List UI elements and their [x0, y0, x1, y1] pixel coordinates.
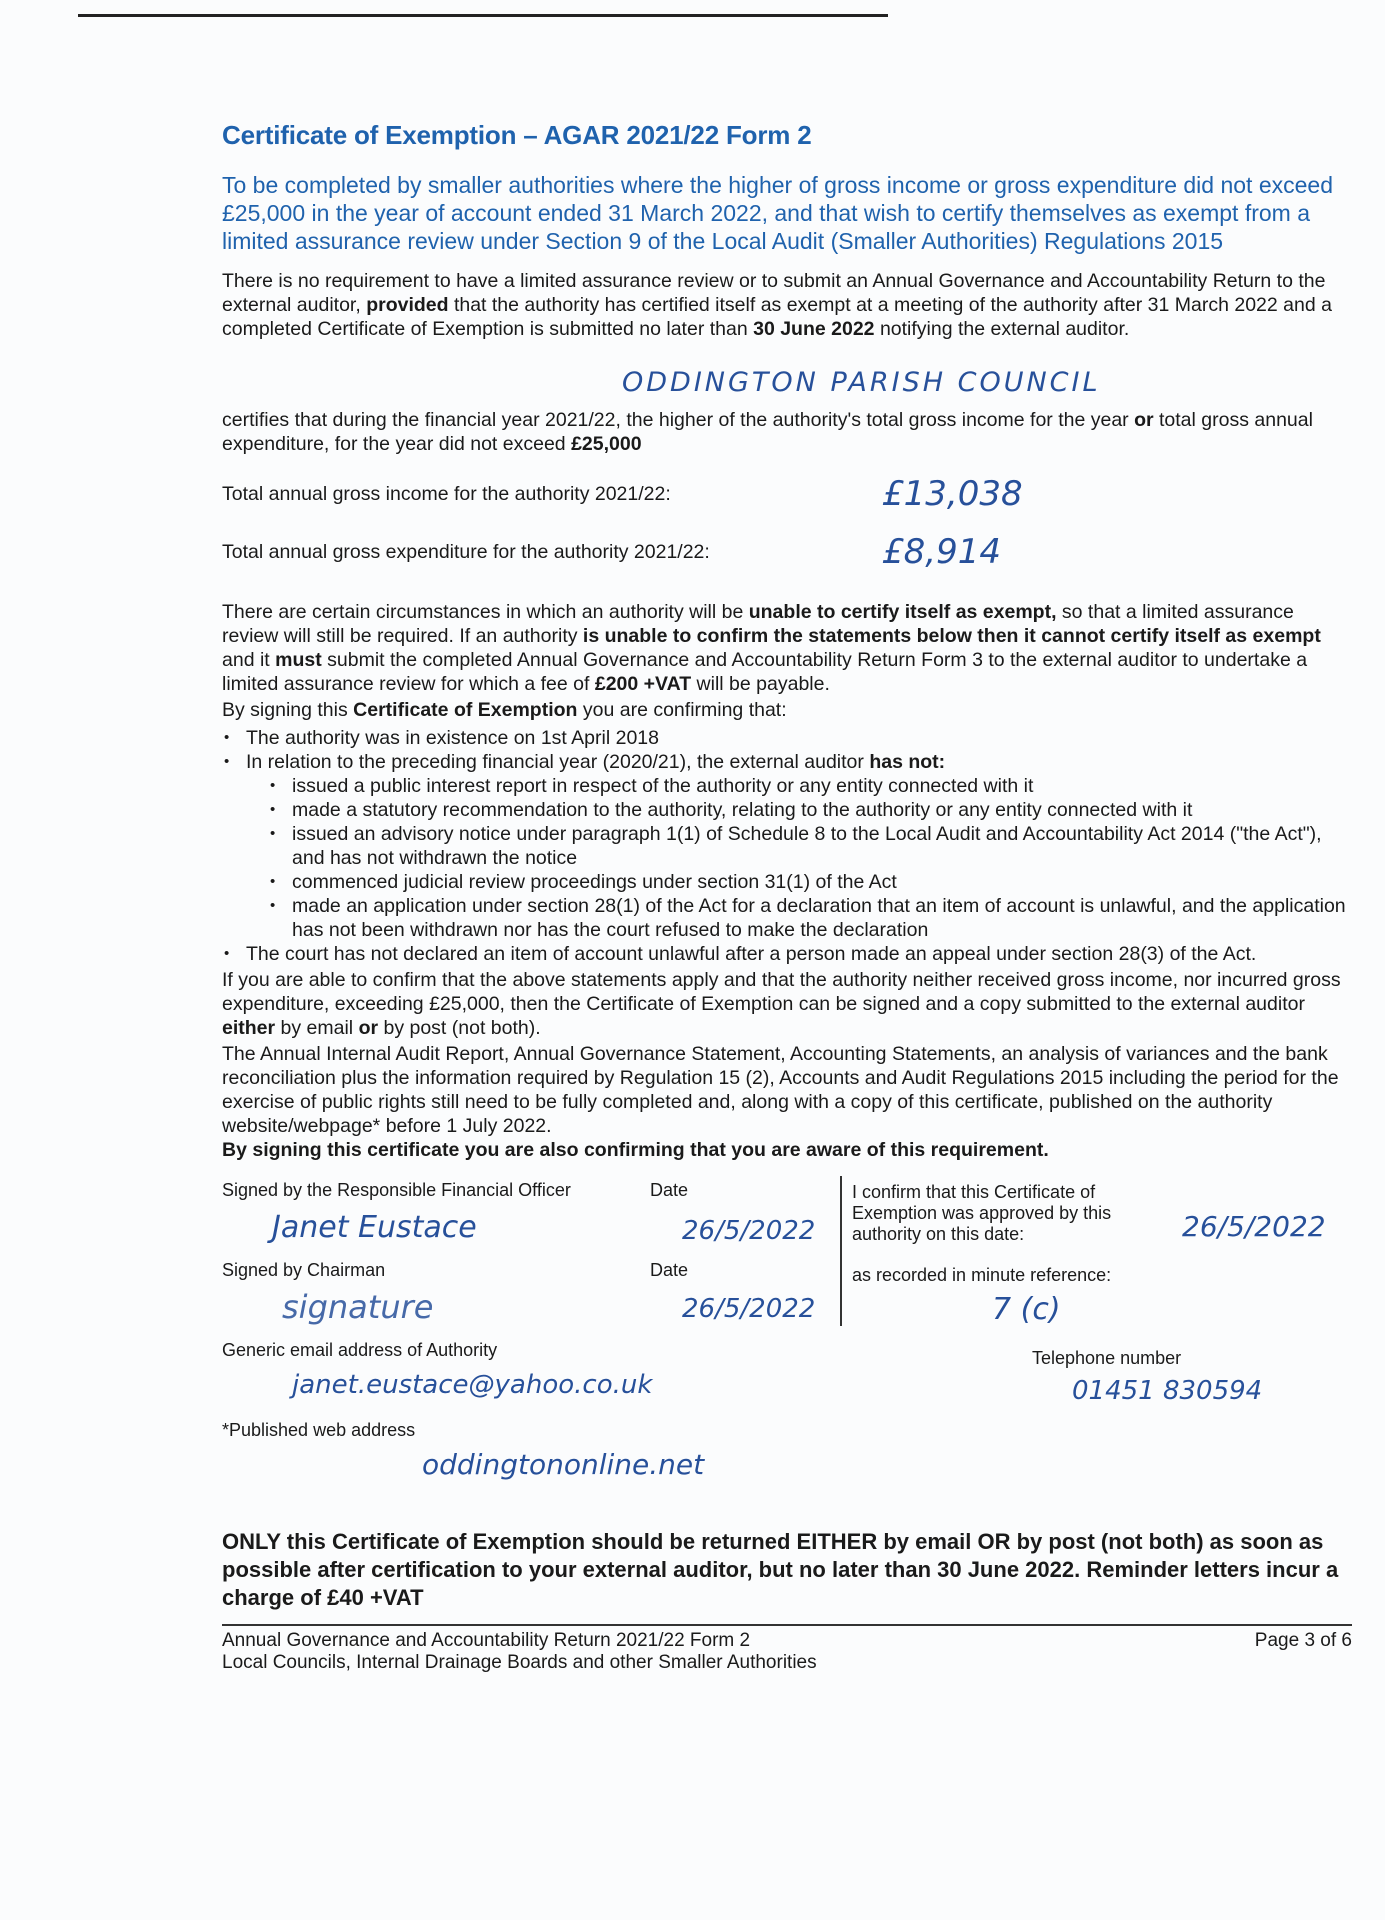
top-rule [78, 14, 888, 17]
rfo-label: Signed by the Responsible Financial Officer [222, 1180, 571, 1200]
confirming-paragraph [222, 698, 1352, 722]
able-text: by email [275, 1017, 359, 1039]
intro-bold: provided [366, 294, 449, 316]
confirming-text: you are confirming that: [577, 699, 787, 721]
approved-label: I confirm that this Certificate of Exemption was approved by this authority on this date: [852, 1182, 1112, 1244]
circ-bold: is unable to confirm the statements below then it cannot certify itself as exempt [582, 625, 1321, 647]
email-label: Generic email address of Authority [222, 1340, 498, 1360]
certifies-bold: or [1134, 409, 1154, 431]
certifies-paragraph [222, 408, 1352, 456]
able-bold: either [222, 1017, 276, 1039]
divider [840, 1176, 842, 1326]
intro-text: that the authority has certified itself as exempt at a meeting of the authority after 31 March 2022 and a completed Certificate of Exemption is submitted no later than [222, 294, 1332, 340]
circumstances-paragraph [222, 600, 1352, 696]
web-label: *Published web address [222, 1420, 416, 1440]
rfo-date-field[interactable]: 26/5/2022 [682, 1216, 816, 1246]
footer-line-1: Annual Governance and Accountability Return 2021/22 Form 2 [222, 1630, 751, 1651]
chairman-date-label: Date [650, 1260, 689, 1280]
condition-bold: has not: [869, 751, 946, 773]
web-field[interactable]: oddingtononline.net [422, 1448, 705, 1481]
fee-amount: £200 +VAT [594, 673, 692, 695]
rfo-date-label: Date [650, 1180, 689, 1200]
lead-paragraph: To be completed by smaller authorities where the higher of gross income or gross expenditure did not exceed £25,000 in the year of account ended 31 March 2022, and that wish to certify themselves as exempt from a limited assurance review under Section 9 of the Local Audit (Smaller Authorities) Regulations 2015 [222, 172, 1333, 254]
able-bold: or [358, 1017, 379, 1039]
circ-text: and it [222, 649, 276, 671]
certifies-text: certifies that during the financial year 2021/22, the higher of the authority's total gross income for the year [222, 409, 1135, 431]
condition-item [222, 750, 1352, 942]
email-field[interactable]: janet.eustace@yahoo.co.uk [292, 1370, 653, 1400]
sub-condition-item: • made an application under section 28(1) of the Act for a declaration that an item of account is unlawful, and the application has not been withdrawn nor has the court refused to make the declaration [268, 894, 1352, 942]
signature-block [222, 1170, 1352, 1510]
return-notice: ONLY this Certificate of Exemption should be returned EITHER by email OR by post (not both) as soon as possible after certification to your external auditor, but no later than 30 June 2022. Reminder letters incur a charge of £40 +VAT [222, 1529, 1339, 1610]
chairman-signature-field[interactable]: signature [282, 1288, 434, 1326]
intro-text: notifying the external auditor. [874, 318, 1130, 340]
sub-condition-item: • commenced judicial review proceedings under section 31(1) of the Act [268, 870, 1352, 894]
certifies-text: total gross annual expenditure, for the year did not exceed [222, 409, 1313, 455]
phone-field[interactable]: 01451 830594 [1072, 1376, 1263, 1406]
expenditure-label: Total annual gross expenditure for the authority 2021/22: [222, 540, 710, 563]
authority-name-field[interactable]: ODDINGTON PARISH COUNCIL [622, 367, 1101, 398]
sub-condition-item: • issued an advisory notice under paragraph 1(1) of Schedule 8 to the Local Audit and Accountability Act 2014 ("the Act"), and has not withdrawn the notice [268, 822, 1352, 870]
able-text: by post (not both). [378, 1017, 541, 1039]
expenditure-value-field[interactable]: £8,914 [882, 532, 1001, 572]
page-title: Certificate of Exemption – AGAR 2021/22 Form 2 [222, 120, 812, 150]
circ-bold: unable to certify itself as exempt, [748, 601, 1057, 623]
intro-paragraph [222, 269, 1352, 341]
income-row [222, 474, 1352, 514]
circ-bold: must [275, 649, 322, 671]
confirming-bold: Certificate of Exemption [353, 699, 578, 721]
minute-label: as recorded in minute reference: [852, 1265, 1112, 1285]
footer-left [222, 1630, 817, 1674]
sub-condition-item: • issued a public interest report in respect of the authority or any entity connected with it [268, 774, 1352, 798]
condition-item: • The authority was in existence on 1st April 2018 [222, 726, 1352, 750]
income-label: Total annual gross income for the authority 2021/22: [222, 482, 671, 505]
awareness-statement: By signing this certificate you are also confirming that you are aware of this requirement. [222, 1139, 1049, 1161]
conditions-list [222, 726, 1352, 966]
sub-condition-item: • made a statutory recommendation to the authority, relating to the authority or any entity connected with it [268, 798, 1352, 822]
page-number: Page 3 of 6 [1254, 1630, 1352, 1651]
circ-text: submit the completed Annual Governance and Accountability Return Form 3 to the external auditor to undertake a limited assurance review for which a fee of [222, 649, 1308, 695]
certificate-page [222, 120, 1352, 1674]
chairman-date-field[interactable]: 26/5/2022 [682, 1294, 816, 1324]
approved-date-field[interactable]: 26/5/2022 [1182, 1210, 1326, 1243]
threshold-amount: £25,000 [571, 433, 642, 455]
footer-rule [222, 1624, 1352, 1626]
chairman-label: Signed by Chairman [222, 1260, 386, 1280]
income-value-field[interactable]: £13,038 [882, 474, 1023, 514]
able-text: If you are able to confirm that the above statements apply and that the authority neither received gross income, nor incurred gross expenditure, exceeding £25,000, then the Certificate of Exemption can be signed and a copy submitted to the external auditor [222, 969, 1341, 1015]
condition-item: • The court has not declared an item of account unlawful after a person made an appeal under section 28(3) of the Act. [222, 942, 1352, 966]
circ-text: There are certain circumstances in which an authority will be [222, 601, 749, 623]
able-paragraph [222, 968, 1352, 1040]
page-footer [222, 1630, 1352, 1674]
rfo-signature-field[interactable]: Janet Eustace [272, 1210, 477, 1245]
minute-ref-field[interactable]: 7 (c) [992, 1292, 1061, 1327]
footer-line-2: Local Councils, Internal Drainage Boards and other Smaller Authorities [222, 1652, 817, 1673]
intro-deadline: 30 June 2022 [753, 318, 875, 340]
circ-text: so that a limited assurance review will still be required. If an authority [222, 601, 1294, 647]
internal-audit-paragraph: The Annual Internal Audit Report, Annual Governance Statement, Accounting Statements, an analysis of variances and the bank reconciliation plus the information required by Regulation 15 (2), Accounts and Audit Regulations 2015 including the period for the exercise of public rights still need to be fully completed and, along with a copy of this certificate, published on the authority website/webpage* before 1 July 2022. [222, 1043, 1339, 1137]
intro-text: There is no requirement to have a limited assurance review or to submit an Annual Governance and Accountability Return to the external auditor, [222, 270, 1326, 316]
confirming-text: By signing this [222, 699, 354, 721]
condition-text: In relation to the preceding financial year (2020/21), the external auditor [246, 751, 870, 773]
phone-label: Telephone number [1032, 1348, 1182, 1368]
sub-conditions-list [246, 774, 1352, 942]
expenditure-row [222, 532, 1352, 572]
circ-text: will be payable. [691, 673, 830, 695]
